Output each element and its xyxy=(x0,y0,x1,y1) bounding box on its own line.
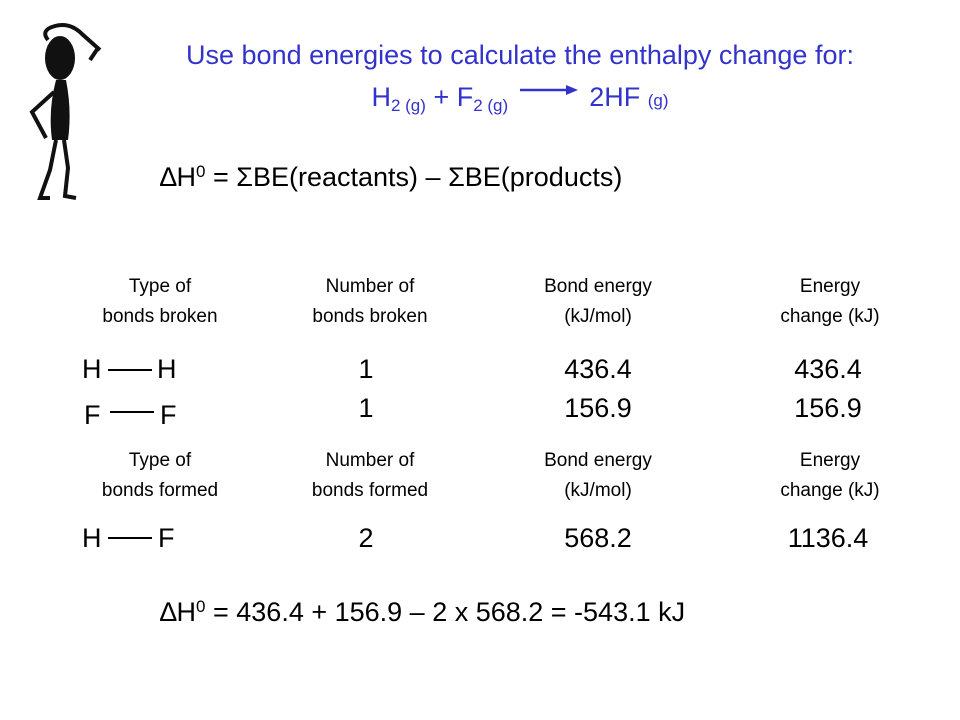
header-bond-energy-broken: Bond energy (kJ/mol) xyxy=(544,276,652,327)
title-line: Use bond energies to calculate the enthalpy change for: xyxy=(186,40,854,70)
row-hf-number: 2 xyxy=(358,523,374,553)
formula-delta: ∆ xyxy=(160,162,177,192)
row-ff-energy-change: 156.9 xyxy=(794,393,862,423)
bond-ff-atom2-wrap xyxy=(160,400,177,431)
formula-h: H xyxy=(176,162,197,192)
eq-h: H xyxy=(371,82,391,112)
eq-plus-f: + F xyxy=(425,82,474,112)
row-ff-bond-energy: 156.9 xyxy=(564,393,632,423)
bond-hh-line xyxy=(108,369,152,371)
formula-sigma-1: Σ xyxy=(236,162,253,192)
eq-product-state: (g) xyxy=(647,91,669,110)
eq-product: 2HF xyxy=(589,82,641,112)
header-energy-change-formed: Energy change (kJ) xyxy=(780,450,880,501)
result-sup: 0 xyxy=(196,597,206,616)
bond-hh xyxy=(82,354,102,385)
bond-hf xyxy=(82,523,102,554)
bond-ff-atom1: F xyxy=(84,400,101,430)
bond-hh-atom2: H xyxy=(157,354,177,384)
header-number-broken: Number of bonds broken xyxy=(312,276,428,327)
reaction-arrow-icon xyxy=(520,82,578,98)
row-hf-bond-energy: 568.2 xyxy=(564,523,632,553)
formula-eq: = xyxy=(205,162,237,192)
header-type-formed: Type of bonds formed xyxy=(101,450,219,501)
bond-ff xyxy=(84,400,101,431)
bond-ff-line xyxy=(110,411,154,413)
enthalpy-formula xyxy=(160,162,622,193)
row-ff-number: 1 xyxy=(358,393,374,423)
bond-hf-line xyxy=(108,537,152,539)
header-type-broken: Type of bonds broken xyxy=(102,276,218,327)
result-h: H xyxy=(176,597,197,627)
formula-reactants: BE(reactants) – xyxy=(252,162,449,192)
header-bond-energy-formed: Bond energy (kJ/mol) xyxy=(544,450,652,501)
bond-hf-atom2-wrap xyxy=(158,523,175,554)
formula-products: BE(products) xyxy=(464,162,623,192)
result-delta: ∆ xyxy=(160,597,177,627)
formula-sigma-2: Σ xyxy=(448,162,465,192)
bond-hf-atom1: H xyxy=(82,523,102,553)
result-text: = 436.4 + 156.9 – 2 x 568.2 = -543.1 kJ xyxy=(205,597,686,627)
enthalpy-result xyxy=(160,597,685,628)
bond-ff-atom2: F xyxy=(160,400,177,430)
header-energy-change-broken: Energy change (kJ) xyxy=(780,276,880,327)
thinking-figure-illustration xyxy=(10,20,105,210)
row-hh-energy-change: 436.4 xyxy=(794,354,862,384)
bond-hh-atom1: H xyxy=(82,354,102,384)
header-number-formed: Number of bonds formed xyxy=(311,450,429,501)
row-hh-number: 1 xyxy=(358,354,374,384)
bond-hf-atom2: F xyxy=(158,523,175,553)
eq-f-sub: 2 (g) xyxy=(473,96,509,115)
bond-hh-atom2-wrap xyxy=(157,354,177,385)
eq-h-sub: 2 (g) xyxy=(390,96,426,115)
row-hh-bond-energy: 436.4 xyxy=(564,354,632,384)
formula-sup: 0 xyxy=(196,162,206,181)
row-hf-energy-change: 1136.4 xyxy=(787,523,869,553)
reaction-equation xyxy=(100,82,940,116)
